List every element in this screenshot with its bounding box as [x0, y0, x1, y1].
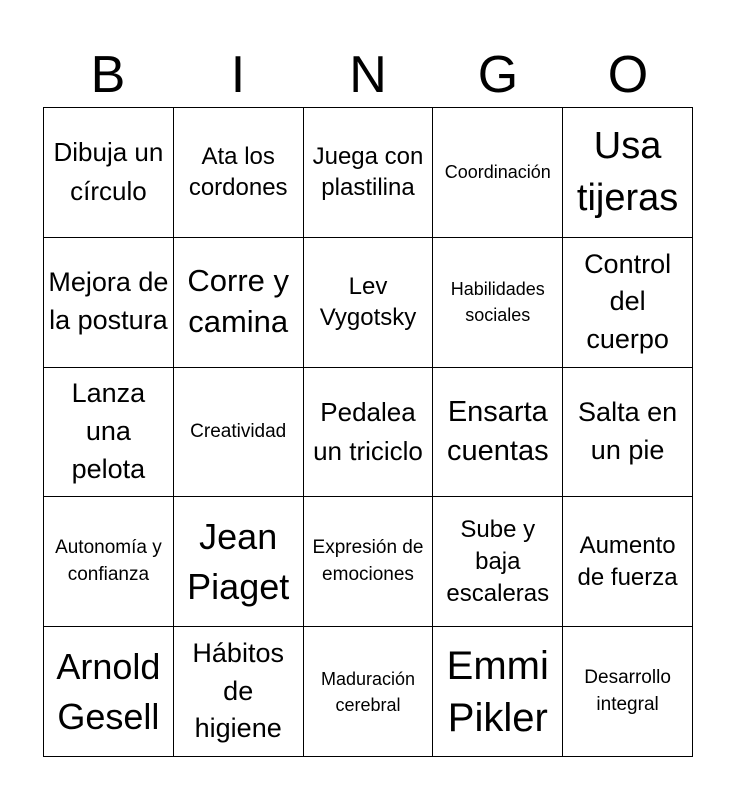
- bingo-cell[interactable]: [563, 108, 693, 238]
- bingo-cell[interactable]: [304, 368, 434, 498]
- header-letter-b: B: [90, 46, 126, 104]
- cell-text: Lev Vygotsky: [319, 272, 417, 332]
- cell-text: Sube y baja escaleras: [446, 516, 550, 607]
- cell-text: Maduración cerebral: [320, 668, 416, 715]
- bingo-cell[interactable]: [433, 238, 563, 368]
- bingo-cell[interactable]: [563, 627, 693, 757]
- header-letter-o: O: [607, 46, 649, 104]
- bingo-cell[interactable]: [563, 497, 693, 627]
- cell-text: Emmi Pikler: [446, 643, 549, 740]
- bingo-cell[interactable]: [174, 368, 304, 498]
- bingo-cell[interactable]: [563, 368, 693, 498]
- cell-text: Jean Piaget: [187, 516, 290, 607]
- cell-text: Coordinación: [444, 162, 551, 183]
- bingo-cell[interactable]: [433, 108, 563, 238]
- cell-text: Corre y camina: [187, 263, 290, 340]
- bingo-cell[interactable]: [44, 368, 174, 498]
- cell-text: Desarrollo integral: [584, 667, 671, 715]
- bingo-cell[interactable]: [433, 368, 563, 498]
- bingo-cell[interactable]: [44, 497, 174, 627]
- bingo-cell[interactable]: [433, 497, 563, 627]
- cell-text: Pedalea un triciclo: [313, 396, 423, 466]
- header-letter-i: I: [230, 46, 246, 104]
- cell-text: Mejora de la postura: [48, 267, 169, 336]
- cell-text: Autonomía y confianza: [55, 537, 162, 585]
- cell-text: Control del cuerpo: [584, 248, 672, 355]
- bingo-cell[interactable]: [174, 497, 304, 627]
- bingo-cell[interactable]: [174, 627, 304, 757]
- bingo-cell[interactable]: [304, 238, 434, 368]
- bingo-card-grid: [43, 107, 693, 757]
- cell-text: Aumento de fuerza: [577, 532, 678, 591]
- cell-text: Hábitos de higiene: [192, 637, 284, 744]
- cell-text: Usa tijeras: [576, 125, 679, 220]
- cell-text: Arnold Gesell: [56, 645, 161, 737]
- cell-text: Dibuja un círculo: [53, 137, 164, 207]
- bingo-cell[interactable]: [304, 108, 434, 238]
- cell-text: Lanza una pelota: [71, 378, 146, 484]
- header-letter-n: N: [349, 46, 387, 104]
- cell-text: Expresión de emociones: [312, 537, 424, 585]
- bingo-cell[interactable]: [44, 627, 174, 757]
- cell-text: Ata los cordones: [188, 142, 288, 202]
- bingo-cell[interactable]: [44, 238, 174, 368]
- bingo-header: [43, 44, 693, 106]
- bingo-cell[interactable]: [44, 108, 174, 238]
- bingo-cell[interactable]: [563, 238, 693, 368]
- bingo-cell[interactable]: [433, 627, 563, 757]
- bingo-cell[interactable]: [304, 627, 434, 757]
- cell-text: Ensarta cuentas: [447, 395, 549, 467]
- cell-text: Creatividad: [190, 420, 287, 442]
- cell-text: Habilidades sociales: [450, 279, 545, 326]
- cell-text: Juega con plastilina: [312, 142, 424, 202]
- bingo-cell[interactable]: [174, 238, 304, 368]
- bingo-cell[interactable]: [304, 497, 434, 627]
- bingo-cell[interactable]: [174, 108, 304, 238]
- cell-text: Salta en un pie: [578, 397, 678, 465]
- header-letter-g: G: [477, 46, 519, 104]
